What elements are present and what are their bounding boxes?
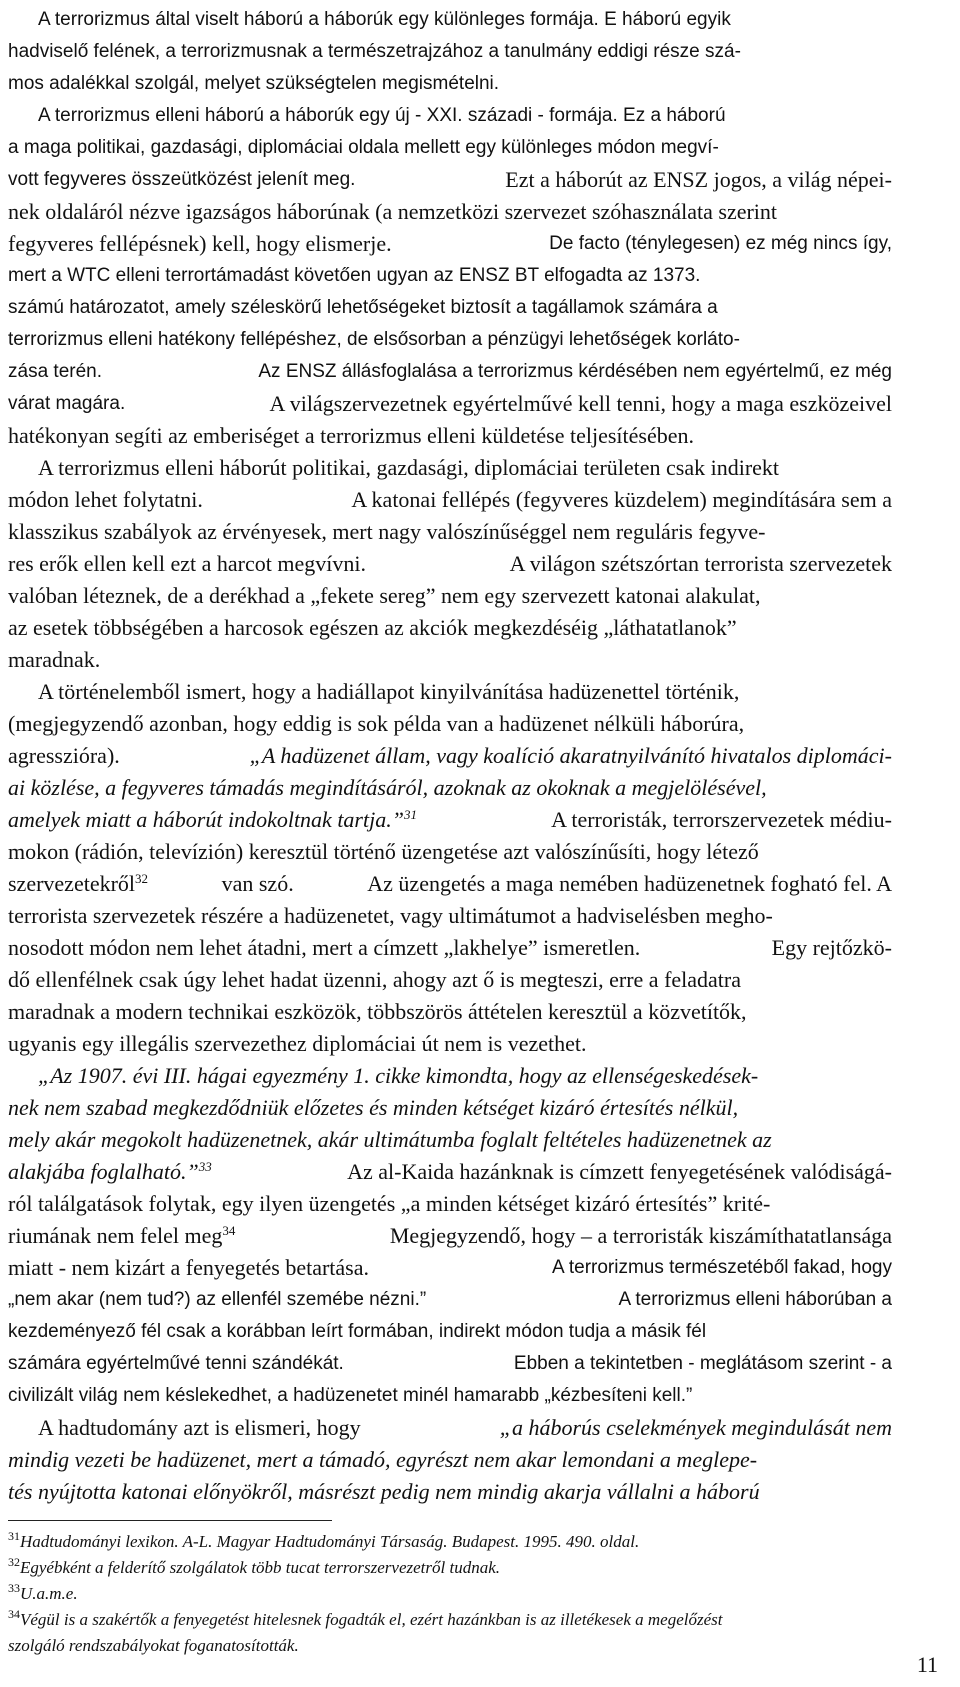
footnote-34: $^{34}$Végül is a szakértők a fenyegetést hitelesnek fogadták el, ezért hazánkban is az illetékesek a megelőzést — [8, 1607, 723, 1629]
footnote-31: $^{31}$Hadtudományi lexikon. A-L. Magyar Hadtudományi Társaság. Budapest. 1995. 490. oldal. — [8, 1529, 640, 1551]
text-line: miatt - nem kizárt a fenyegetés betartása. A terrorizmus természetéből fakad, hogy — [8, 1255, 892, 1280]
text-line: A történelemből ismert, hogy a hadiállapot kinyilvánítása hadüzenettel történik, — [38, 679, 740, 704]
text-line: res erők ellen kell ezt a harcot megvívni. A világon szétszórtan terrorista szervezetek — [8, 551, 892, 576]
text-line: „nem akar (nem tud?) az ellenfél szemébe nézni.” A terrorizmus elleni háborúban a — [8, 1289, 892, 1310]
text-line: nek oldaláról nézve igazságos háborúnak (a nemzetközi szervezet szóhasználata szerint — [8, 199, 778, 224]
text-line: terrorista szervezetek részére a hadüzenetet, vagy ultimátumot a hadviselésben megho- — [8, 903, 773, 928]
text-line: „Az 1907. évi III. hágai egyezmény 1. cikke kimondta, hogy az ellenségeskedések- — [38, 1063, 759, 1088]
text-line: szervezetekről$^{32}$ van szó. Az üzengetés a maga nemében hadüzenetnek fogható fel. A — [8, 871, 892, 896]
text-line: alakjába foglalható.”$^{33}$ Az al-Kaida hazánknak is címzett fenyegetésének valódiságá- — [8, 1159, 892, 1184]
text-line: várat magára. A világszervezetnek egyértelművé kell tenni, hogy a maga eszközeivel — [8, 391, 892, 416]
text-line: A terrorizmus elleni háború a háborúk egy új - XXI. századi - formája. Ez a háború — [38, 105, 726, 126]
text-line: amelyek miatt a háborút indokoltnak tartja.”$^{31}$ A terroristák, terrorszervezetek médiu- — [8, 807, 892, 832]
text-line: ugyanis egy illegális szervezethez diplomáciai út nem is vezethet. — [8, 1031, 587, 1056]
text-line: (megjegyzendő azonban, hogy eddig is sok példa van a hadüzenet nélküli háborúra, — [8, 711, 745, 736]
text-line: maradnak a modern technikai eszközök, többszörös áttételen keresztül a közvetítők, — [8, 999, 747, 1024]
footnote-separator — [8, 1520, 332, 1521]
text-line: kezdeményező fél csak a korábban leírt formában, indirekt módon tudja a másik fél — [8, 1321, 707, 1342]
text-line: mely akár megokolt hadüzenetnek, akár ultimátumba foglalt feltételes hadüzenetnek az — [8, 1127, 772, 1152]
footnote-ref: 32 — [135, 871, 149, 886]
text-line: fegyveres fellépésnek) kell, hogy elismerje. De facto (ténylegesen) ez még nincs így, — [8, 231, 892, 256]
text-line: nosodott módon nem lehet átadni, mert a címzett „lakhelye” ismeretlen. Egy rejtőzkö- — [8, 935, 892, 960]
page-number: 11 — [916, 1652, 938, 1677]
footnote-34-continuation: szolgáló rendszabályokat foganatosították. — [8, 1636, 299, 1655]
text-line: mert a WTC elleni terrortámadást követően ugyan az ENSZ BT elfogadta az 1373. — [8, 265, 701, 286]
text-line: agresszióra). „A hadüzenet állam, vagy koalíció akaratnyilvánító hivatalos diplomáci- — [8, 743, 892, 768]
footnote-ref: 31 — [403, 807, 417, 822]
text-line: ról találgatások folytak, egy ilyen üzengetés „a minden kétséget kizáró értesítés” krité- — [8, 1191, 771, 1216]
text-line: zása terén. Az ENSZ állásfoglalása a terrorizmus kérdésében nem egyértelmű, ez még — [8, 361, 892, 382]
footnote-ref: 33 — [198, 1159, 212, 1174]
text-line: számára egyértelművé tenni szándékát. Ebben a tekintetben - meglátásom szerint - a — [8, 1353, 892, 1374]
text-line: a maga politikai, gazdasági, diplomáciai oldala mellett egy különleges módon megví- — [8, 137, 719, 158]
document-body — [8, 4, 892, 1508]
footnote-ref: 34 — [222, 1223, 236, 1238]
text-line: A hadtudomány azt is elismeri, hogy „a háborús cselekmények megindulását nem — [38, 1415, 892, 1440]
text-line: terrorizmus elleni hatékony fellépéshez, de elsősorban a pénzügyi lehetőségek korláto- — [8, 329, 740, 350]
footnote-33: $^{33}$U.a.m.e. — [8, 1581, 78, 1603]
text-line: mos adalékkal szolgál, melyet szükségtelen megismételni. — [8, 73, 500, 94]
footnote-32: $^{32}$Egyébként a felderítő szolgálatok több tucat terrorszervezetről tudnak. — [8, 1555, 501, 1577]
text-line: dő ellenfélnek csak úgy lehet hadat üzenni, ahogy azt ő is megteszi, erre a feladatra — [8, 967, 742, 992]
text-line: az esetek többségében a harcosok egészen az akciók megkezdéséig „láthatatlanok” — [8, 615, 737, 640]
text-line: hatékonyan segíti az emberiséget a terrorizmus elleni küldetése teljesítésében. — [8, 423, 695, 448]
text-line: valóban léteznek, de a derékhad a „fekete sereg” nem egy szervezett katonai alakulat, — [8, 583, 761, 608]
text-line: számú határozatot, amely széleskörű lehetőségeket biztosít a tagállamok számára a — [8, 297, 718, 318]
text-line: vott fegyveres összeütközést jelenít meg. Ezt a háborút az ENSZ jogos, a világ népei- — [8, 167, 892, 192]
text-line: riumának nem felel meg$^{34}$ Megjegyzendő, hogy – a terroristák kiszámíthatatlansága — [8, 1223, 892, 1248]
text-line: mokon (rádión, televízión) keresztül történő üzengetése azt valószínűsíti, hogy létező — [8, 839, 759, 864]
text-line: tés nyújtotta katonai előnyökről, másrészt pedig nem mindig akarja vállalni a háború — [8, 1479, 760, 1504]
text-line: maradnak. — [8, 647, 101, 672]
text-line: civilizált világ nem késlekedhet, a hadüzenetet minél hamarabb „kézbesíteni kell.” — [8, 1385, 693, 1406]
text-line: módon lehet folytatni. A katonai fellépés (fegyveres küzdelem) megindítására sem a — [8, 487, 892, 512]
text-line: A terrorizmus elleni háborút politikai, gazdasági, diplomáciai területen csak indirekt — [38, 455, 780, 480]
text-line: A terrorizmus által viselt háború a háborúk egy különleges formája. E háború egyik — [38, 9, 731, 30]
text-line: nek nem szabad megkezdődniük előzetes és minden kétséget kizáró értesítés nélkül, — [8, 1095, 739, 1120]
text-line: ai közlése, a fegyveres támadás megindításáról, azoknak az okoknak a megjelölésével, — [8, 775, 767, 800]
text-line: mindig vezeti be hadüzenet, mert a támadó, egyrészt nem akar lemondani a meglepe- — [8, 1447, 758, 1472]
text-line: klasszikus szabályok az érvényesek, mert nagy valószínűséggel nem reguláris fegyve- — [8, 519, 766, 544]
text-line: hadviselő felének, a terrorizmusnak a természetrajzához a tanulmány eddigi része szá- — [8, 41, 741, 62]
